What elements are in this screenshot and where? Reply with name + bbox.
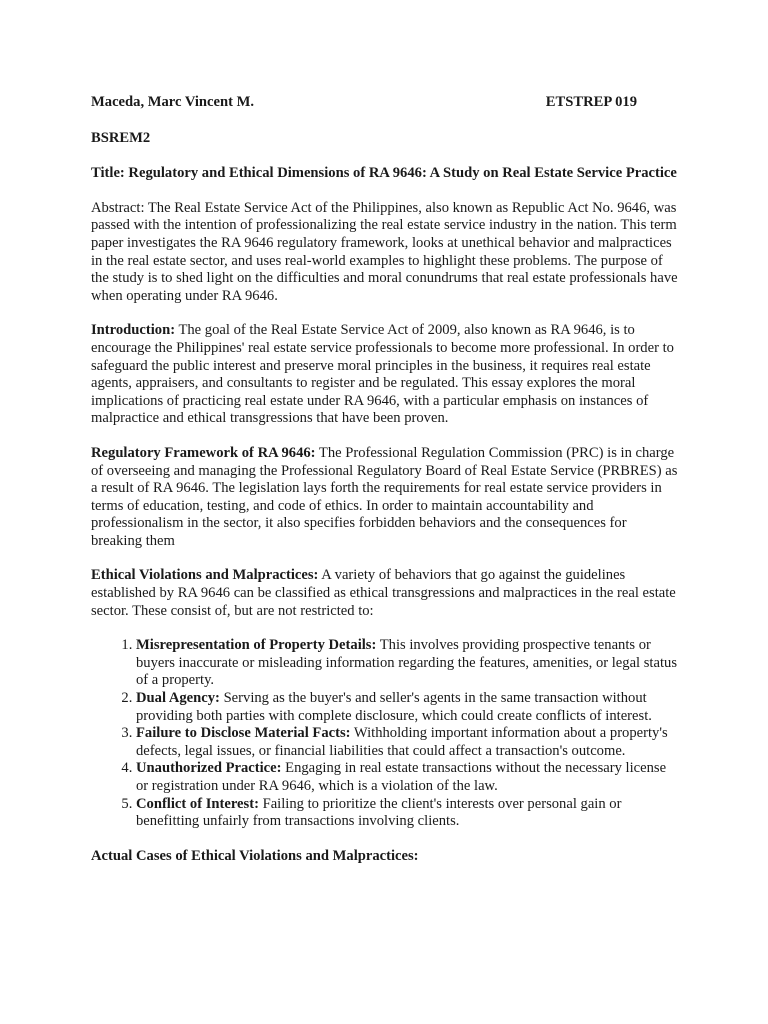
introduction-label: Introduction: xyxy=(91,322,176,339)
framework-paragraph xyxy=(91,445,679,551)
violations-text: A variety of behaviors that go against the guidelines established by RA 9646 can be classified as ethical transgressions and malpractices in the real estate sector. These consist of, but are not restricted to: xyxy=(91,567,676,619)
list-item-term: Dual Agency: xyxy=(136,690,220,707)
abstract-paragraph: Abstract: The Real Estate Service Act of the Philippines, also known as Republic Act No. 9646, was passed with the intention of professionalizing the real estate service industry in the nation. This term paper investigates the RA 9646 regulatory framework, looks at unethical behavior and malpractices in the real estate sector, and uses real-world examples to highlight these problems. The purpose of the study is to shed light on the difficulties and moral conundrums that real estate professionals have when operating under RA 9646. xyxy=(91,199,678,304)
violations-label: Ethical Violations and Malpractices: xyxy=(91,567,319,584)
list-item xyxy=(136,796,679,831)
list-item-term: Misrepresentation of Property Details: xyxy=(136,637,377,654)
course-code: ETSTREP 019 xyxy=(545,94,637,110)
list-item xyxy=(136,760,679,795)
list-item xyxy=(136,690,679,725)
program-code: BSREM2 xyxy=(91,129,151,146)
list-item-desc: This involves providing prospective tenants or buyers inaccurate or misleading information regarding the features, amenities, or legal status of a property. xyxy=(136,637,677,689)
introduction-paragraph xyxy=(91,322,679,428)
list-item-desc: Engaging in real estate transactions without the necessary license or registration under RA 9646, which is a violation of the law. xyxy=(136,760,667,794)
violations-paragraph xyxy=(91,567,679,620)
list-item xyxy=(136,637,679,690)
list-item-term: Conflict of Interest: xyxy=(136,795,259,812)
list-item-term: Failure to Disclose Material Facts: xyxy=(136,725,351,742)
document-header xyxy=(91,94,637,112)
list-item xyxy=(136,725,679,760)
cases-heading: Actual Cases of Ethical Violations and Malpractices: xyxy=(91,847,419,864)
framework-label: Regulatory Framework of RA 9646: xyxy=(91,444,316,461)
violations-list xyxy=(91,637,679,831)
list-item-term: Unauthorized Practice: xyxy=(136,760,282,777)
list-item-desc: Withholding important information about a property's defects, legal issues, or financial liabilities that could affect a transaction's outcome. xyxy=(136,725,668,759)
author-name: Maceda, Marc Vincent M. xyxy=(91,94,255,110)
framework-text: The Professional Regulation Commission (PRC) is in charge of overseeing and managing the Professional Regulatory Board of Real Estate Service (PRBRES) as a result of RA 9646. The legislation lays forth the requirements for real estate service providers in terms of education, testing, and code of ethics. In order to maintain accountability and professionalism in the sector, it also specifies forbidden behaviors and the consequences for breaking them xyxy=(91,444,678,549)
document-page xyxy=(91,94,679,865)
list-item-desc: Serving as the buyer's and seller's agents in the same transaction without providing both parties with complete disclosure, which could create conflicts of interest. xyxy=(136,690,652,724)
introduction-text: The goal of the Real Estate Service Act of 2009, also known as RA 9646, is to encourage the Philippines' real estate service professionals to become more professional. In order to safeguard the public interest and preserve moral principles in the business, it requires real estate agents, appraisers, and consultants to register and be regulated. This essay explores the moral implications of practicing real estate under RA 9646, with a particular emphasis on instances of malpractice and ethical transgressions that have been proven. xyxy=(91,322,674,427)
list-item-desc: Failing to prioritize the client's interests over personal gain or benefitting unfairly from transactions involving clients. xyxy=(136,795,622,830)
paper-title: Title: Regulatory and Ethical Dimensions of RA 9646: A Study on Real Estate Service Practice xyxy=(91,165,677,182)
